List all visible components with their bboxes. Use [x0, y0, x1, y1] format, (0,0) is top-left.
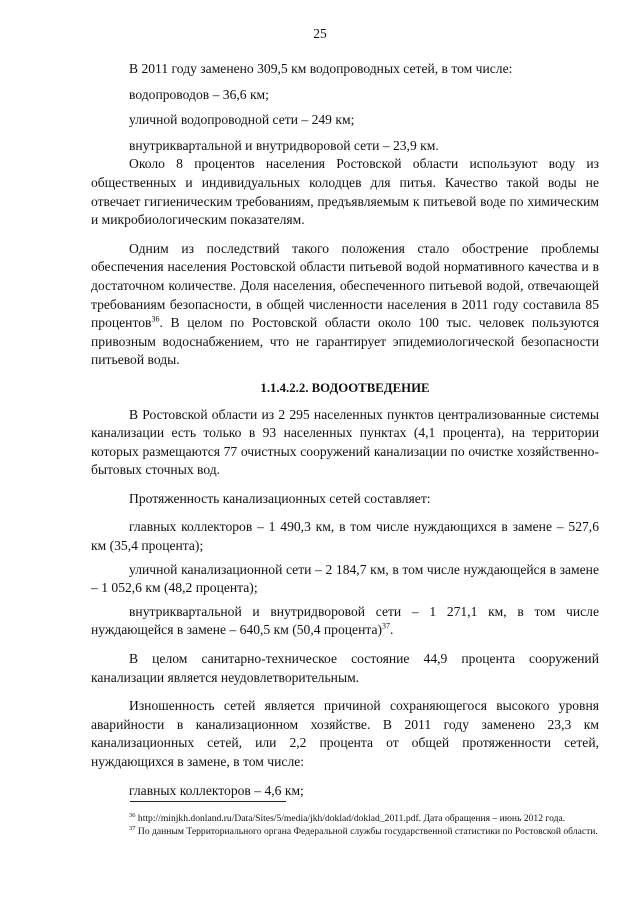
- list-item-intra-block-sewer-network: [91, 603, 599, 640]
- paragraph-wells: Около 8 процентов населения Ростовской области используют воду из общественных и индивидуальных колодцев для питья. Качество такой воды не отвечает гигиеническим требованиям, предъявляемым к питьевой воде по химическим и микробиологическим показателям.: [91, 156, 599, 228]
- footnote-text: http://minjkh.donland.ru/Data/Sites/5/media/jkh/doklad/doklad_2011.pdf. Дата обращения – июнь 2012 года.: [135, 813, 566, 824]
- paragraph-text: внутриквартальной и внутридворовой сети – 1 271,1 км, в том числе нуждающейся в замене – 640,5 км (50,4 процента): [91, 603, 599, 638]
- footnote-number: 37: [129, 824, 136, 832]
- footnote-36: [91, 812, 599, 825]
- list-item-collectors-replaced: главных коллекторов – 4,6 км;: [129, 782, 304, 798]
- paragraph-text: . В целом по Ростовской области около 100 тыс. человек пользуются привозным водоснабжением, что не гарантирует эпидемиологической безопасности питьевой воды.: [91, 315, 599, 368]
- section-heading: 1.1.4.2.2. ВОДООТВЕДЕНИЕ: [260, 380, 430, 395]
- paragraph-water-replacement: В 2011 году заменено 309,5 км водопроводных сетей, в том числе:: [129, 61, 513, 76]
- footnote-37: [91, 825, 599, 838]
- list-item-street-water-network: уличной водопроводной сети – 249 км;: [129, 112, 355, 128]
- paragraph-text: Одним из последствий такого положения стало обострение проблемы обеспечения населения Ростовской области питьевой водой нормативного качества и в достаточном количестве. Доля населения, обеспеченного питьевой водой, отвечающей требованиям безопасности, в общей численности населения в 2011 году составила 85 процентов: [91, 240, 599, 331]
- paragraph-network-wear: Изношенность сетей является причиной сохраняющегося высокого уровня аварийности в канализационном хозяйстве. В 2011 году заменено 23,3 км канализационных сетей, или 2,2 процента от общей протяженности сетей, нуждающихся в замене, в том числе:: [91, 698, 599, 769]
- list-item-street-sewer-network: уличной канализационной сети – 2 184,7 км, в том числе нуждающейся в замене – 1 052,6 км (48,2 процента);: [91, 561, 599, 596]
- list-item-water-mains: водопроводов – 36,6 км;: [129, 86, 269, 102]
- footnote-number: 36: [129, 811, 136, 819]
- list-item-main-collectors: главных коллекторов – 1 490,3 км, в том числе нуждающихся в замене – 527,6 км (35,4 процента);: [91, 519, 599, 554]
- footnote-ref-37: 37: [382, 621, 391, 631]
- paragraph-sanitary-condition: В целом санитарно-техническое состояние 44,9 процента сооружений канализации является неудовлетворительным.: [91, 651, 599, 685]
- list-item-intra-block-water-network: внутриквартальной и внутридворовой сети – 23,9 км.: [129, 137, 439, 153]
- footnotes: [91, 812, 599, 838]
- footnote-text: По данным Территориального органа Федеральной службы государственной статистики по Ростовской области.: [135, 826, 598, 837]
- footnote-ref-36: 36: [151, 314, 160, 324]
- paragraph-sewer-length: Протяженность канализационных сетей составляет:: [129, 490, 431, 506]
- paragraph-drinking-water-problem: [91, 240, 599, 370]
- paragraph-sewerage-systems: В Ростовской области из 2 295 населенных пунктов централизованные системы канализации есть только в 93 населенных пунктах (4,1 процента), на территории которых размещаются 77 очистных сооружений канализации по очистке хозяйственно-бытовых сточных вод.: [91, 406, 599, 478]
- footnote-divider: [130, 801, 286, 802]
- paragraph-text: .: [390, 622, 394, 638]
- document-body: [91, 60, 599, 800]
- page-number: 25: [313, 26, 327, 41]
